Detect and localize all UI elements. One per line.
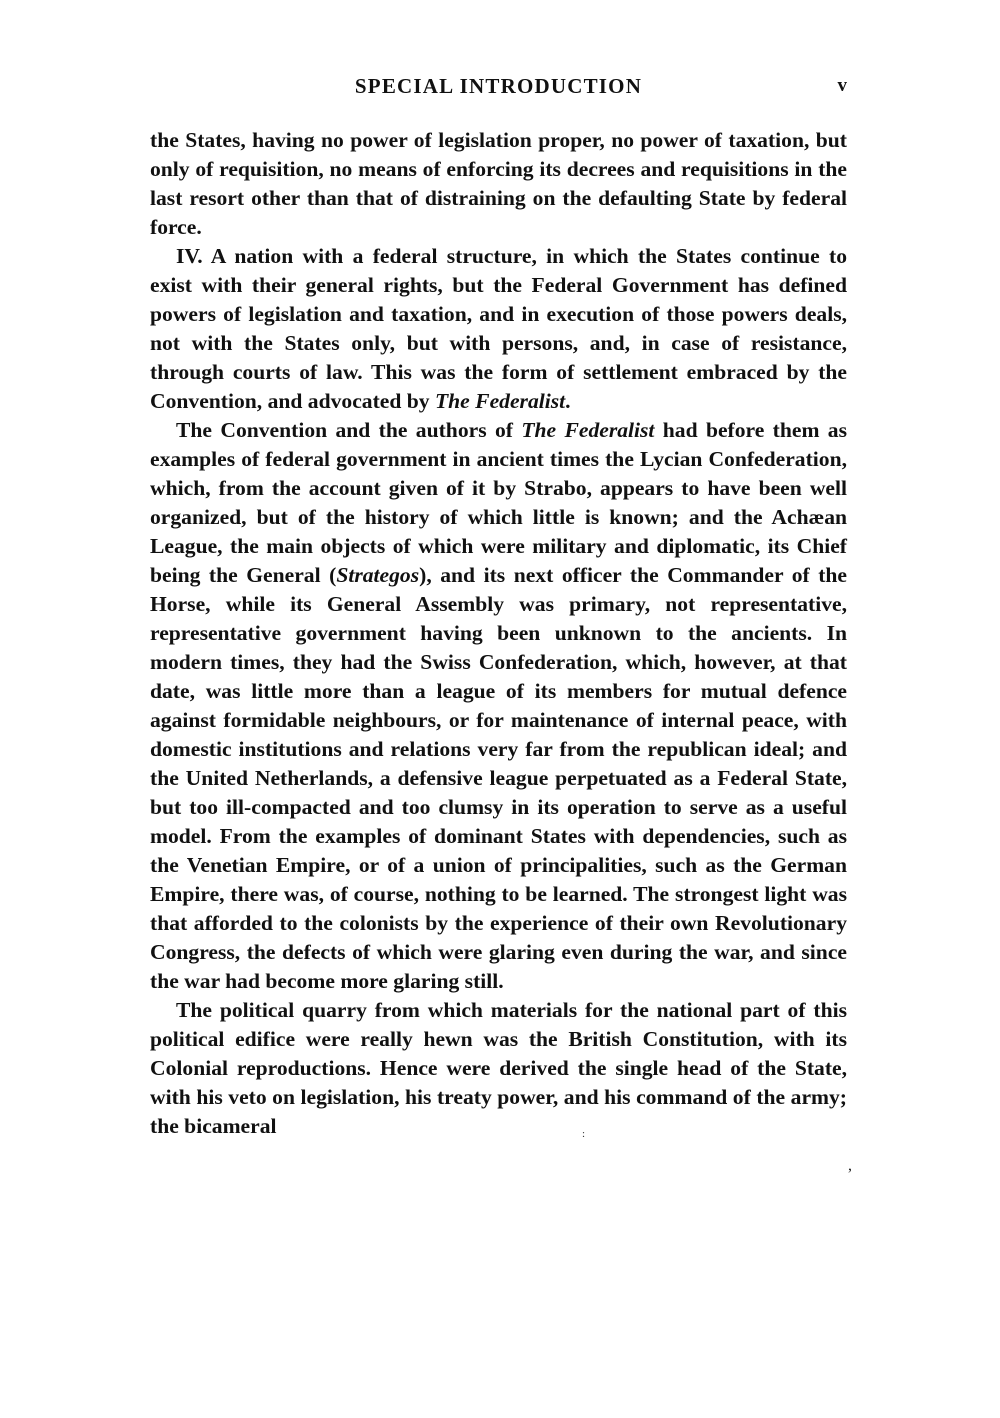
paragraph-3-middle: had before them as examples of federal government in ancient times the Lycian Confederation, which, from the account given of it by Strabo, appears to have been well organized, but of the history of which little is known; and the Achæan League, the main objects of which were military and diplomatic, its Chief being the General (: [150, 418, 848, 587]
margin-tick: ,: [848, 1157, 852, 1174]
paragraph-4: The political quarry from which materials for the national part of this political edifice were really hewn was the British Constitution, with its Colonial reproductions. Hence were derived the single head of the State, with his veto on legislation, his treaty power, and his command of the army; the bicameral: [150, 998, 847, 1138]
term-strategos: Strategos: [336, 563, 420, 587]
paragraph-2: [150, 242, 847, 416]
paragraph-3-start: The Convention and the authors of: [176, 418, 513, 442]
page-number: v: [837, 75, 847, 96]
scan-speck: :: [582, 1128, 586, 1140]
book-title-federalist: The Federalist: [434, 389, 566, 413]
paragraph-3-end: ), and its next officer the Commander of the Horse, while its General Assembly was primary, not representative, representative government having been unknown to the ancients. In modern times, they had the Swiss Confederation, which, however, at that date, was little more than a league of its members for mutual defence against formidable neighbours, or for maintenance of internal peace, with domestic institutions and relations very far from the republican ideal; and the United Netherlands, a defensive league perpetuated as a Federal State, but too ill-compacted and too clumsy in its operation to serve as a useful model. From the examples of dominant States with dependencies, such as the Venetian Empire, or of a union of principalities, such as the German Empire, there was, of course, nothing to be learned. The strongest light was that afforded to the colonists by the experience of their own Revolutionary Congress, the defects of which were glaring even during the war, and since the war had become more glaring still.: [150, 563, 847, 993]
running-head: [150, 70, 847, 102]
running-title: SPECIAL INTRODUCTION: [354, 74, 643, 98]
book-title-federalist-2: The Federalist: [521, 418, 655, 442]
paragraph-1: the States, having no power of legislation proper, no power of taxation, but only of requisition, no means of enforcing its decrees and requisitions in the last resort other than that of distraining on the defaulting State by federal force.: [150, 128, 847, 239]
body-text: [150, 126, 847, 1141]
paragraph-2-end: .: [565, 389, 571, 413]
paragraph-2-text: IV. A nation with a federal structure, in which the States continue to exist with their general rights, but the Federal Government has defined powers of legislation and taxation, and in execution of those powers deals, not with the States only, but with persons, and, in case of resistance, through courts of law. This was the form of settlement embraced by the Convention, and advocated by: [150, 244, 847, 413]
paragraph-3: [150, 416, 847, 996]
